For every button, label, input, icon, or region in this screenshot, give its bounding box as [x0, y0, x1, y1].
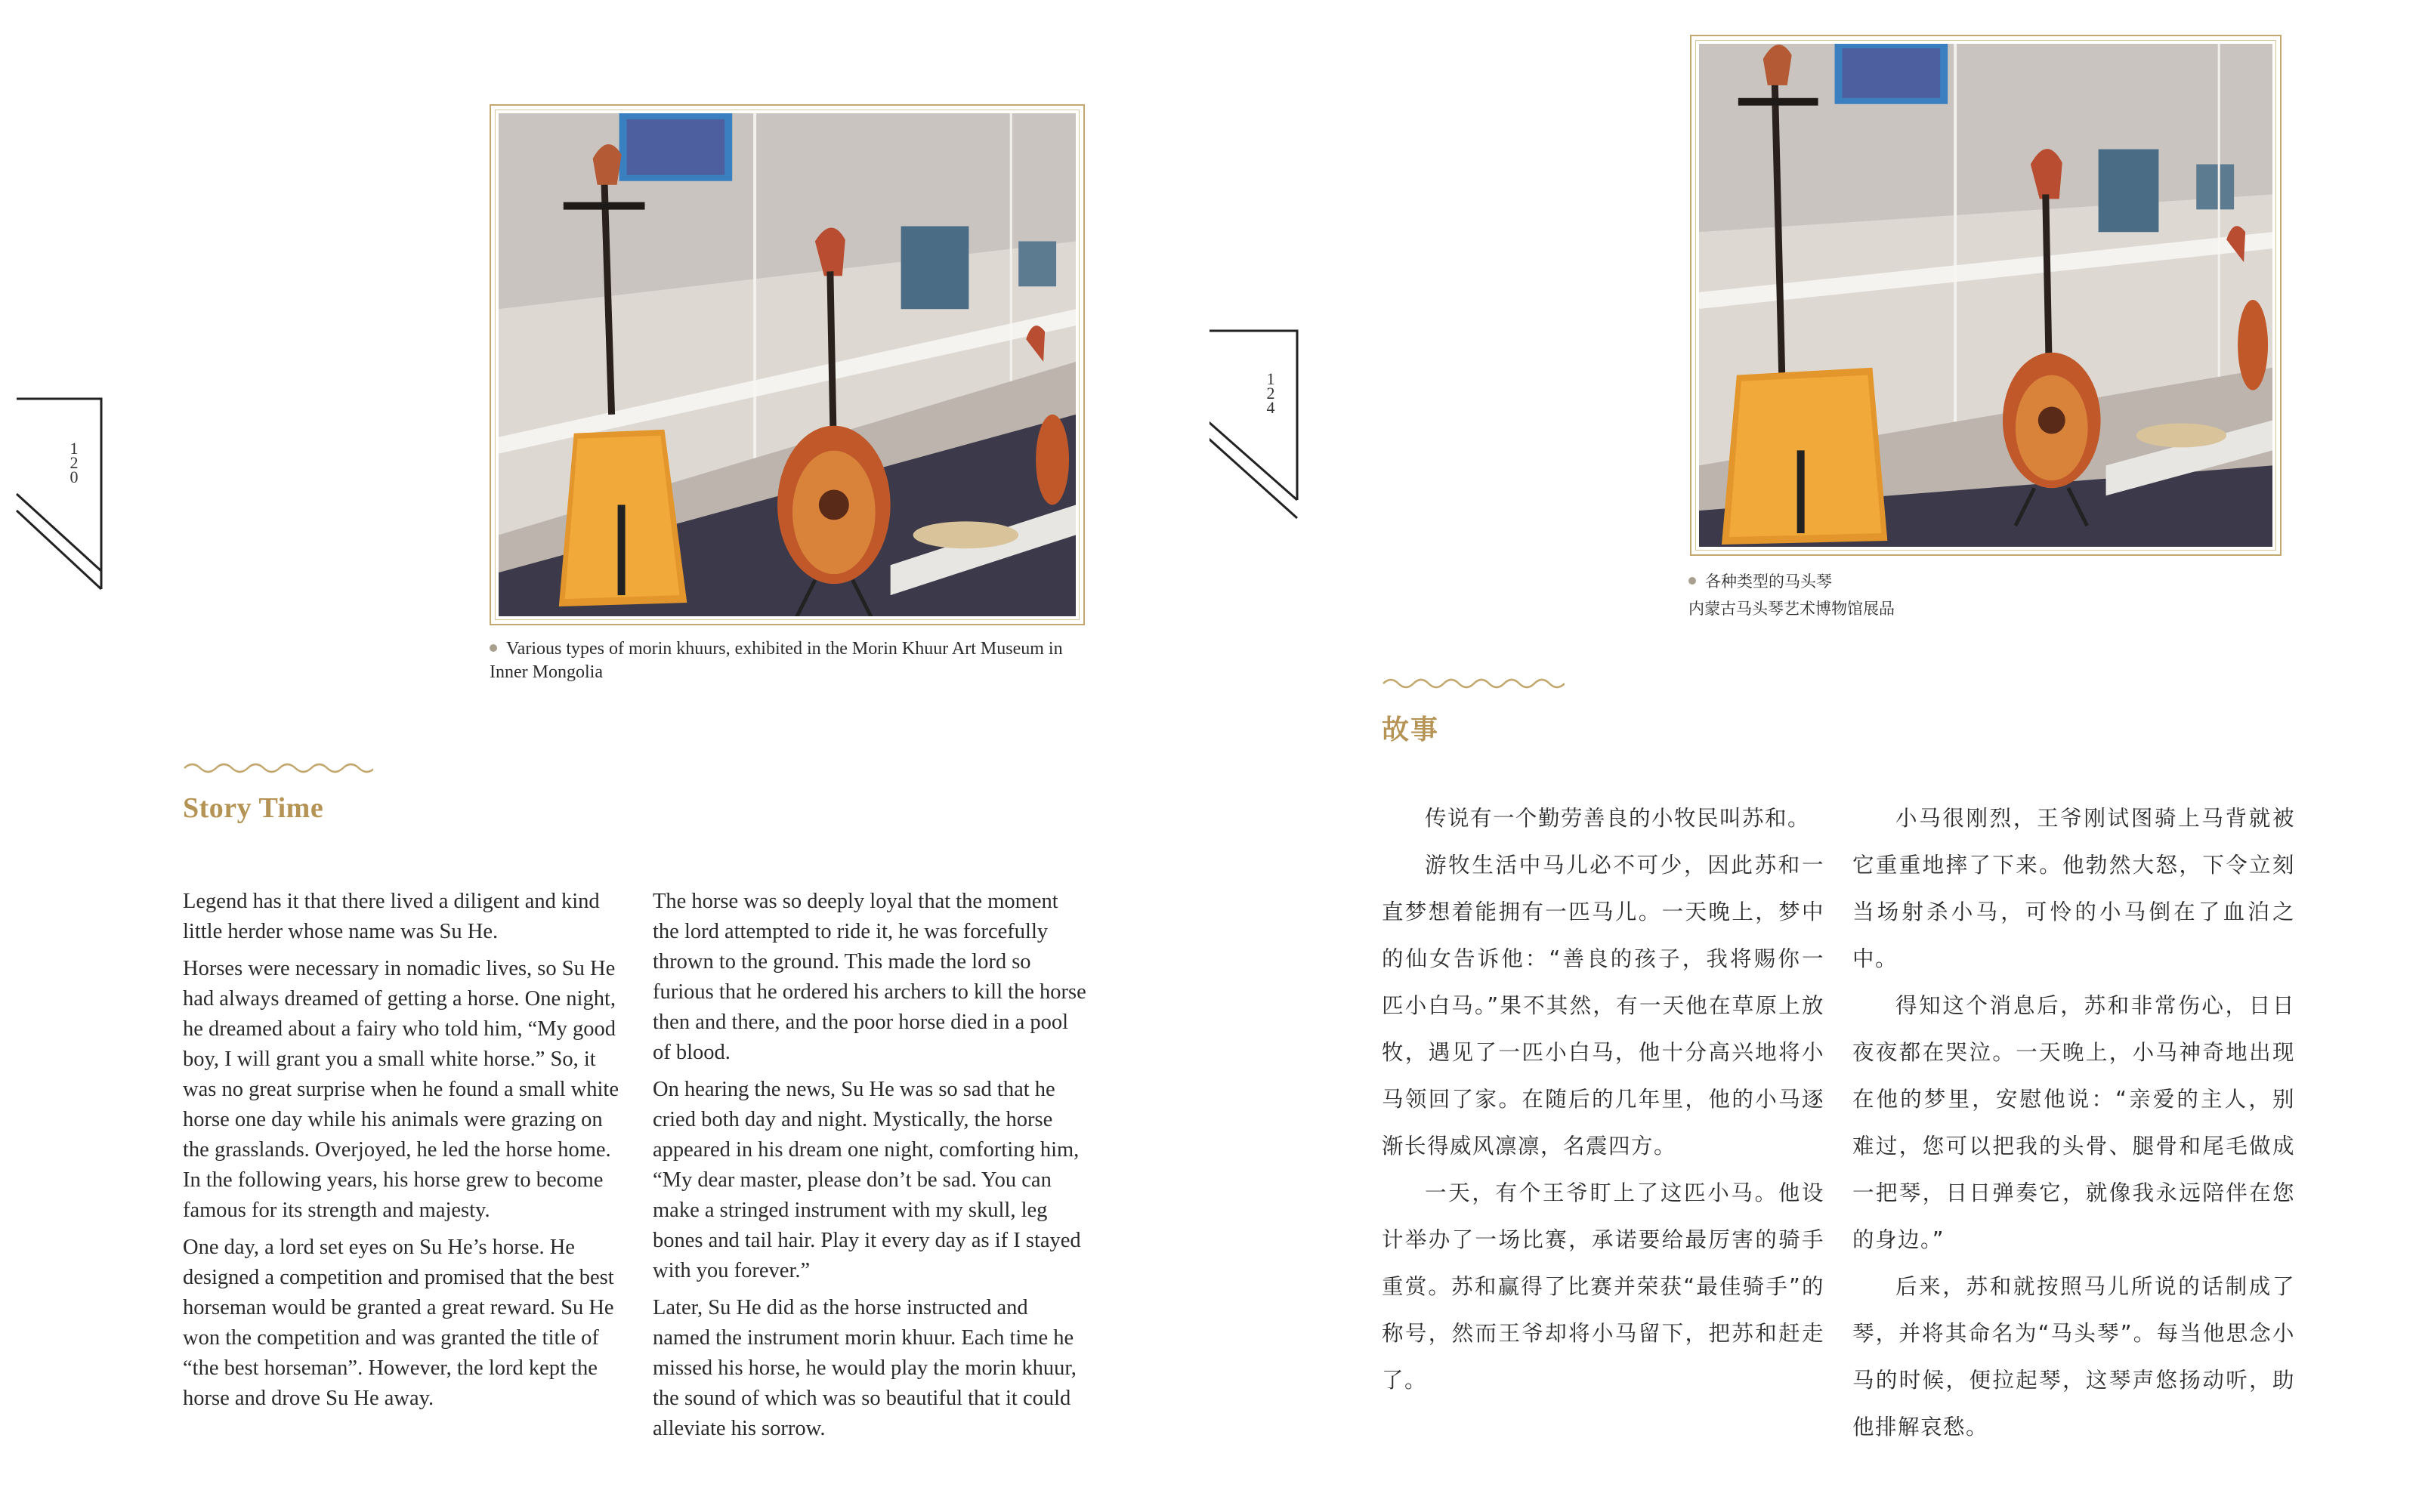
- paragraph: Horses were necessary in nomadic lives, so Su He had always dreamed of getting a horse. One night, he dreamed about a fairy who told him, “My good boy, I will grant you a small white horse.” So, it was no great surprise when he found a small white horse one day while his animals were grazing on the grasslands. Overjoyed, he led the horse home. In the following years, his horse grew to become famous for its strength and majesty.: [183, 957, 619, 1222]
- story-column-2: [1852, 795, 2295, 1451]
- paragraph: One day, a lord set eyes on Su He’s horse. He designed a competition and promised that the best horseman would be granted a great reward. Su He won the competition and was granted the title of “the best horseman”. However, the lord kept the horse and drove Su He away.: [183, 1236, 614, 1410]
- section-title: Story Time: [183, 792, 324, 824]
- section-title: 故事: [1382, 714, 1440, 745]
- page-number: 1 2 0: [70, 439, 79, 486]
- page-number: 1 2 4: [1266, 369, 1275, 417]
- paragraph: Legend has it that there lived a diligent and kind little herder whose name was Su He.: [183, 890, 600, 943]
- decorative-wave: [1382, 676, 1565, 691]
- page-corner-mark: [1210, 328, 1302, 524]
- caption-bullet: [490, 644, 497, 652]
- story-column-2: [653, 887, 1089, 1451]
- paragraph: 小马很刚烈，王爷刚试图骑上马背就被它重重地摔了下来。他勃然大怒，下令立刻当场射杀小马，可怜的小马倒在了血泊之中。: [1852, 806, 2295, 971]
- paragraph: 后来，苏和就按照马儿所说的话制成了琴，并将其命名为“马头琴”。每当他思念小马的时候，便拉起琴，这琴声悠扬动听，助他排解哀愁。: [1852, 1274, 2295, 1439]
- paragraph: The horse was so deeply loyal that the moment the lord attempted to ride it, he was forcefully thrown to the ground. This made the lord so furious that he ordered his archers to kill the horse then and there, and the poor horse died in a pool of blood.: [653, 890, 1086, 1064]
- caption-bullet: [1688, 577, 1696, 585]
- paragraph: 游牧生活中马儿必不可少，因此苏和一直梦想着能拥有一匹马儿。一天晚上，梦中的仙女告诉他：“善良的孩子，我将赐你一匹小白马。”果不其然，有一天他在草原上放牧，遇见了一匹小白马，他十分高兴地将小马领回了家。在随后的几年里，他的小马逐渐长得威风凛凛，名震四方。: [1382, 853, 1824, 1159]
- photo-caption: 各种类型的马头琴 内蒙古马头琴艺术博物馆展品: [1688, 572, 1895, 618]
- morin-khuur-photo: [1690, 35, 2282, 556]
- right-page: [1210, 0, 2419, 1512]
- paragraph: 得知这个消息后，苏和非常伤心，日日夜夜都在哭泣。一天晚上，小马神奇地出现在他的梦里，安慰他说：“亲爱的主人，别难过，您可以把我的头骨、腿骨和尾毛做成一把琴，日日弹奏它，就像我永远陪伴在您的身边。”: [1852, 993, 2295, 1252]
- decorative-wave: [183, 761, 373, 776]
- story-column-1: [1382, 795, 1824, 1404]
- paragraph: 一天，有个王爷盯上了这匹小马。他设计举办了一场比赛，承诺要给最厉害的骑手重赏。苏和赢得了比赛并荣获“最佳骑手”的称号，然而王爷却将小马留下，把苏和赶走了。: [1382, 1180, 1824, 1393]
- story-column-1: [183, 887, 619, 1421]
- page-corner-mark: [14, 397, 104, 594]
- morin-khuur-photo: [490, 104, 1085, 625]
- paragraph: On hearing the news, Su He was so sad that he cried both day and night. Mystically, the horse appeared in his dream one night, comforting him, “My dear master, please don’t be sad. You can make a stringed instrument with my skull, leg bones and tail hair. Play it every day as if I stayed with you forever.”: [653, 1078, 1081, 1282]
- paragraph: 传说有一个勤劳善良的小牧民叫苏和。: [1425, 806, 1811, 831]
- photo-caption: Various types of morin khuurs, exhibited in the Morin Khuur Art Museum in Inner Mongolia: [490, 639, 1063, 682]
- paragraph: Later, Su He did as the horse instructed and named the instrument morin khuur. Each time he missed his horse, he would play the morin khuur, the sound of which was so beautiful that it could alleviate his sorrow.: [653, 1296, 1077, 1440]
